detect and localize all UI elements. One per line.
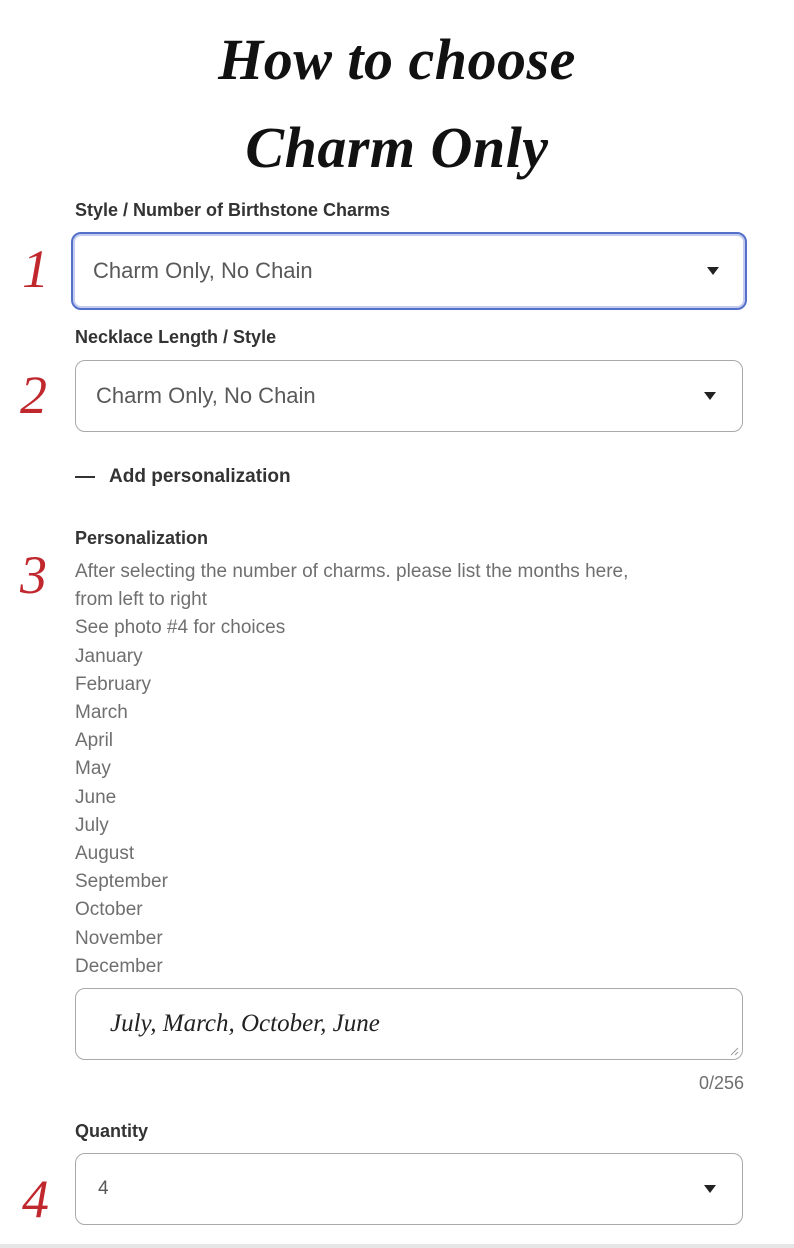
add-personalization-label: Add personalization xyxy=(109,466,291,487)
month-item: October xyxy=(75,899,143,921)
caret-down-icon xyxy=(704,392,716,400)
instruction-line: After selecting the number of charms. please list the months here, xyxy=(75,561,629,582)
month-item: August xyxy=(75,843,135,865)
caret-down-icon xyxy=(707,267,719,275)
length-select-value: Charm Only, No Chain xyxy=(96,383,316,408)
resize-handle-icon[interactable] xyxy=(729,1046,739,1056)
character-counter: 0/256 xyxy=(698,1073,744,1093)
bottom-divider xyxy=(0,1244,794,1248)
month-item: February xyxy=(75,673,152,695)
month-item: September xyxy=(75,871,168,893)
length-select[interactable] xyxy=(75,360,743,432)
month-item: December xyxy=(75,955,163,977)
style-field-label: Style / Number of Birthstone Charms xyxy=(75,200,391,220)
month-item: June xyxy=(75,786,117,808)
step-number-4: 4 xyxy=(22,1169,49,1229)
style-select-value: Charm Only, No Chain xyxy=(93,258,313,283)
quantity-label: Quantity xyxy=(75,1121,149,1141)
personalization-instructions xyxy=(75,558,755,981)
quantity-select[interactable] xyxy=(75,1153,743,1225)
instruction-line: from left to right xyxy=(75,589,207,611)
month-item: May xyxy=(75,758,111,780)
caret-down-icon xyxy=(704,1185,716,1193)
month-item: November xyxy=(75,927,163,949)
personalization-textarea[interactable] xyxy=(75,988,743,1060)
month-item: March xyxy=(75,702,128,724)
personalization-label: Personalization xyxy=(75,528,209,548)
step-number-1: 1 xyxy=(22,239,49,299)
page-title-line-1: How to choose xyxy=(218,27,576,92)
personalization-value: July, March, October, June xyxy=(110,1010,380,1037)
minus-icon xyxy=(75,476,95,478)
page-title-line-2: Charm Only xyxy=(245,115,549,180)
quantity-select-value: 4 xyxy=(98,1178,109,1199)
length-field-label: Necklace Length / Style xyxy=(75,327,277,347)
month-item: January xyxy=(75,645,143,667)
month-item: July xyxy=(75,814,109,836)
step-number-2: 2 xyxy=(20,365,47,425)
month-item: April xyxy=(75,730,114,752)
add-personalization-toggle[interactable] xyxy=(75,466,291,488)
instruction-line: See photo #4 for choices xyxy=(75,617,286,639)
step-number-3: 3 xyxy=(20,545,47,605)
style-select[interactable] xyxy=(71,232,747,310)
